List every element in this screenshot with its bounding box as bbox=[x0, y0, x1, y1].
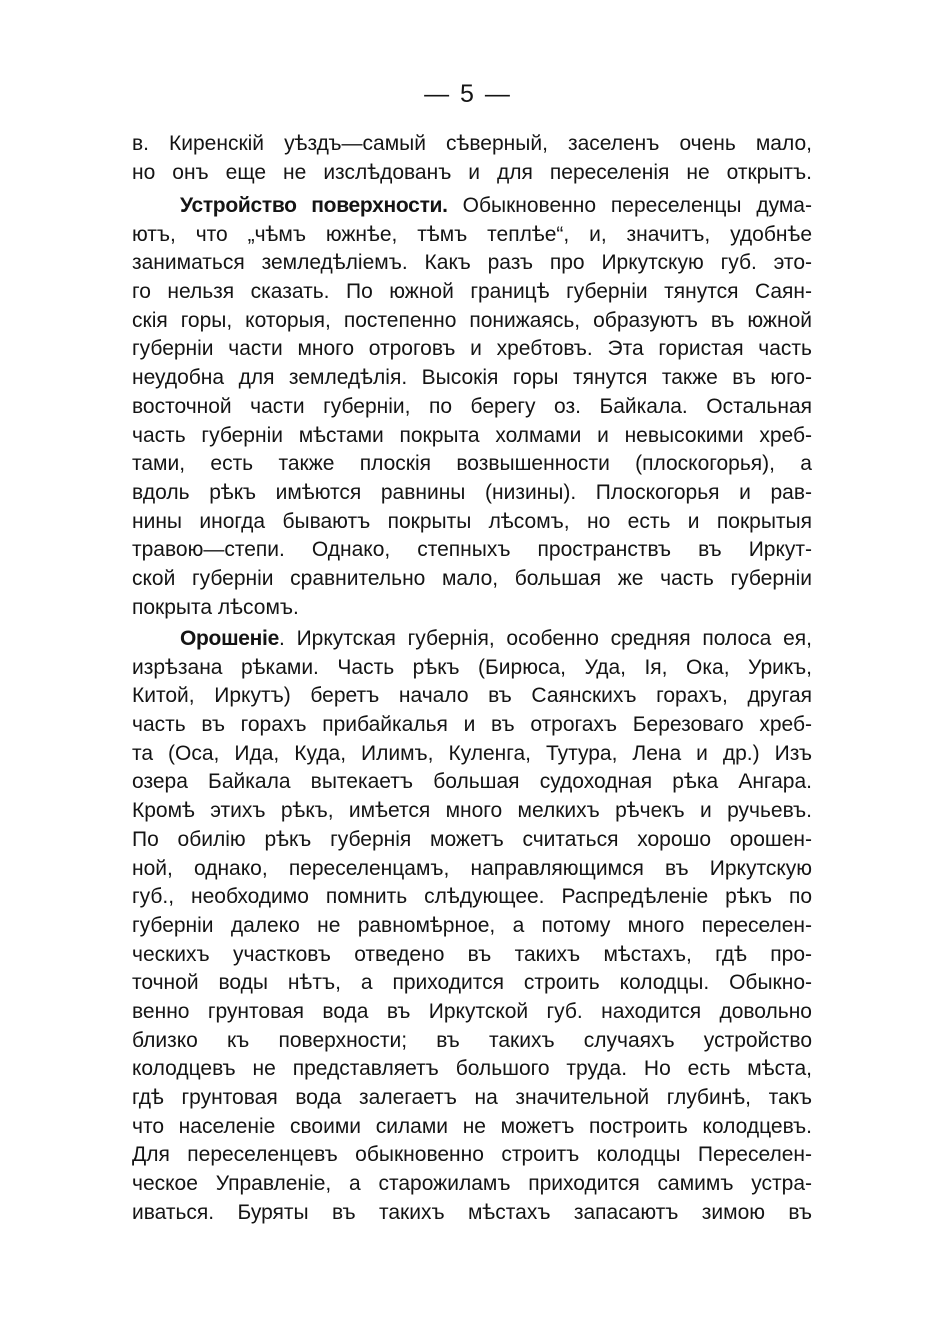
section-heading-irrigation: Орошеніе bbox=[180, 627, 279, 650]
text-line: гдѣ грунтовая вода залегаетъ на значительной глубинѣ, такъ bbox=[132, 1086, 812, 1109]
text-line: тами, есть также плоскія возвышенности (плоскогорья), а bbox=[132, 452, 812, 476]
irrigation-paragraph bbox=[132, 625, 812, 1227]
text-line: нины иногда бываютъ покрыты лѣсомъ, но есть и покрытыя bbox=[132, 509, 812, 533]
text-line: точной воды нѣтъ, а приходится строить колодцы. Обыкно- bbox=[132, 971, 812, 995]
heading-line-rest: . Иркутская губернія, особенно средняя полоса ея, bbox=[278, 627, 812, 650]
text-line: ной, однако, переселенцамъ, направляющимся въ Иркутскую bbox=[132, 856, 812, 880]
text-line: Для переселенцевъ обыкновенно строитъ колодцы Переселен- bbox=[132, 1143, 812, 1167]
page-number: — 5 — bbox=[424, 80, 512, 108]
text-line: Китой, Иркутъ) беретъ начало въ Саянскихъ горахъ, другая bbox=[132, 684, 812, 708]
text-line: По обилію рѣкъ губернія можетъ считаться хорошо орошен- bbox=[132, 827, 812, 851]
text-line bbox=[132, 625, 812, 654]
text-line: го нельзя сказать. По южной границѣ губерніи тянутся Саян- bbox=[132, 280, 812, 304]
text-line: часть въ горахъ прибайкалья и въ отрогахъ Березоваго хреб- bbox=[132, 713, 812, 737]
text-line: колодцевъ не представляетъ большого труда. Но есть мѣста, bbox=[132, 1057, 812, 1081]
surface-paragraph bbox=[132, 192, 812, 622]
section-heading-surface: Устройство поверхности. bbox=[180, 194, 448, 217]
text-line: венно грунтовая вода въ Иркутской губ. находится довольно bbox=[132, 999, 812, 1023]
text-line: вдоль рѣкъ имѣются равнины (низины). Плоскогорья и рав- bbox=[132, 480, 812, 504]
text-line: ской губерніи сравнительно мало, большая же часть губерніи bbox=[132, 566, 812, 590]
text-line: заниматься земледѣліемъ. Какъ разъ про Иркутскую губ. это- bbox=[132, 251, 812, 275]
text-line: та (Оса, Ида, Куда, Илимъ, Куленга, Тутура, Лена и др.) Изъ bbox=[132, 741, 812, 765]
heading-line-rest: Обыкновенно переселенцы дума- bbox=[462, 194, 812, 217]
text-line bbox=[132, 192, 812, 221]
text-line: губ., необходимо помнить слѣдующее. Распредѣленіе рѣкъ по bbox=[132, 885, 812, 909]
text-line: губерніи части много отроговъ и хребтовъ. Эта гористая часть bbox=[132, 337, 812, 361]
text-line: что населеніе своими силами не можетъ построить колодцевъ. bbox=[132, 1114, 812, 1138]
text-line: ческое Управленіе, а старожиламъ приходится самимъ устра- bbox=[132, 1172, 812, 1196]
text-line: покрыта лѣсомъ. bbox=[132, 595, 299, 619]
text-line: неудобна для земледѣлія. Высокія горы тянутся также въ юго- bbox=[132, 366, 812, 390]
text-line: но онъ еще не изслѣдованъ и для переселенія не открытъ. bbox=[132, 160, 812, 184]
intro-paragraph bbox=[132, 130, 812, 187]
text-line: ческихъ участковъ отведено въ такихъ мѣстахъ, гдѣ про- bbox=[132, 942, 812, 966]
text-line: близко къ поверхности; въ такихъ случаяхъ устройство bbox=[132, 1028, 812, 1052]
text-line: часть губерніи мѣстами покрыта холмами и невысокими хреб- bbox=[132, 423, 812, 447]
text-line: ютъ, что „чѣмъ южнѣе, тѣмъ теплѣе“, и, значитъ, удобнѣе bbox=[132, 222, 812, 246]
text-line: иваться. Буряты въ такихъ мѣстахъ запасаютъ зимою въ bbox=[132, 1200, 812, 1224]
text-line: травою—степи. Однако, степныхъ пространствъ въ Иркут- bbox=[132, 538, 812, 562]
text-line: в. Киренскій уѣздъ—самый сѣверный, заселенъ очень мало, bbox=[132, 132, 812, 155]
text-line: озера Байкала вытекаетъ большая судоходная рѣка Ангара. bbox=[132, 770, 812, 794]
text-line: восточной части губерніи, по берегу оз. Байкала. Остальная bbox=[132, 394, 812, 418]
text-line: изрѣзана рѣками. Часть рѣкъ (Бирюса, Уда, Ія, Ока, Урикъ, bbox=[132, 655, 812, 679]
text-line: скія горы, которыя, постепенно понижаясь, образуютъ въ южной bbox=[132, 308, 812, 332]
text-line: Кромѣ этихъ рѣкъ, имѣется много мелкихъ рѣчекъ и ручьевъ. bbox=[132, 799, 812, 823]
text-line: губерніи далеко не равномѣрное, а потому много переселен- bbox=[132, 913, 812, 937]
